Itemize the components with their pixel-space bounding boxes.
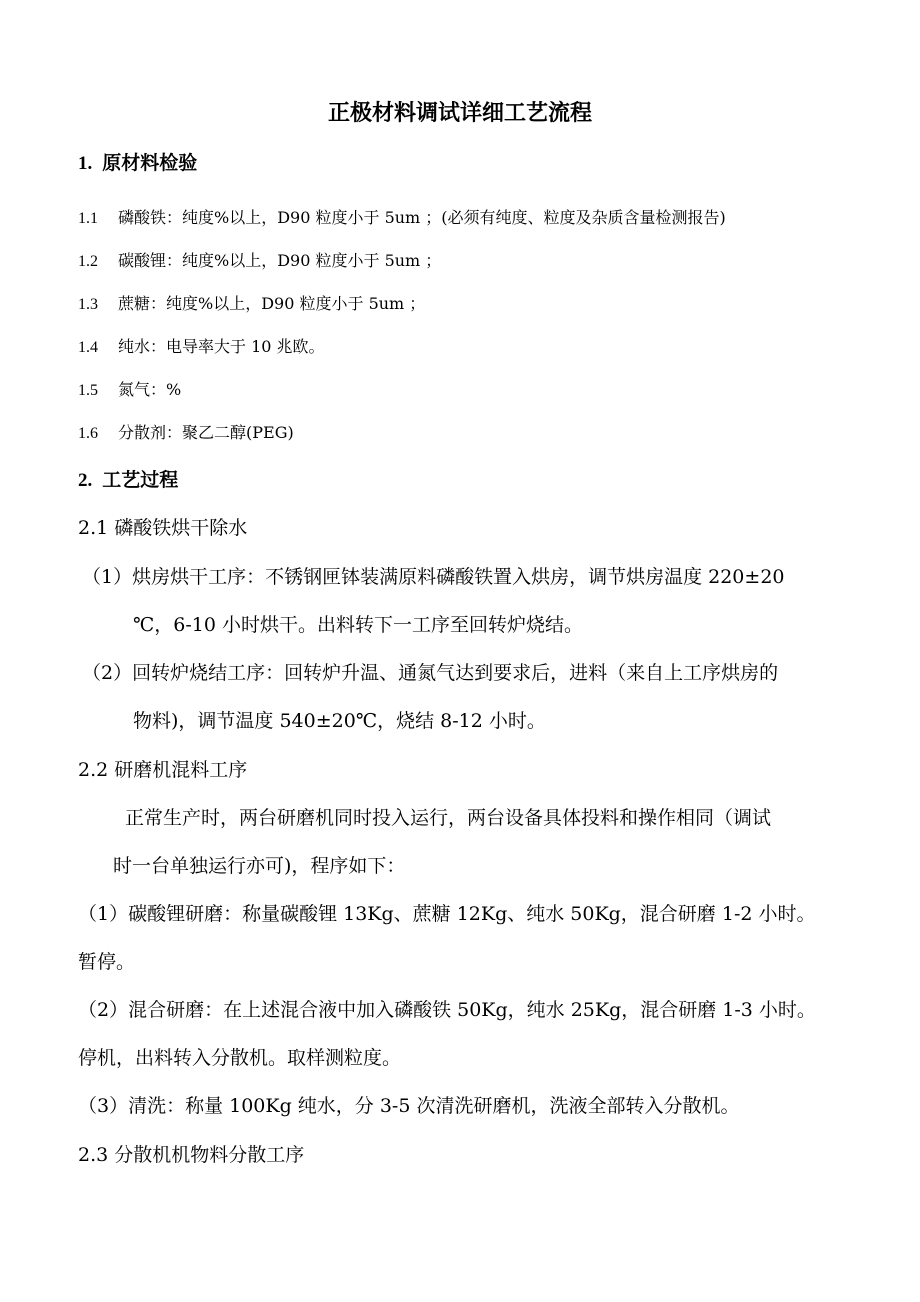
item-text: 纯水：电导率大于 10 兆欧。	[118, 337, 325, 356]
paragraph-line: 物料)，调节温度 540±20℃，烧结 8-12 小时。	[133, 710, 546, 732]
paragraph-line: 停机，出料转入分散机。取样测粒度。	[78, 1047, 402, 1069]
paragraph-line: （1）烘房烘干工序：不锈钢匣钵装满原料磷酸铁置入烘房，调节烘房温度 220±20	[82, 566, 785, 588]
list-item	[78, 377, 181, 400]
section-title: 原材料检验	[102, 152, 198, 174]
item-text: 蔗糖：纯度%以上，D90 粒度小于 5um ；	[118, 294, 426, 313]
item-number: 1.2	[78, 253, 98, 270]
subsection-2-2-heading: 2.2 研磨机混料工序	[78, 759, 248, 781]
paragraph-line: 暂停。	[78, 951, 136, 973]
item-number: 1.1	[78, 210, 98, 227]
item-text: 碳酸锂：纯度%以上，D90 粒度小于 5um ；	[118, 251, 442, 270]
item-text: 分散剂：聚乙二醇(PEG)	[118, 423, 294, 442]
item-text: 磷酸铁：纯度%以上，D90 粒度小于 5um ；(必须有纯度、粒度及杂质含量检测报告)	[118, 208, 726, 227]
list-item	[78, 420, 294, 443]
section-2-heading	[78, 465, 178, 492]
paragraph-line: （3）清洗：称量 100Kg 纯水，分 3-5 次清洗研磨机，洗液全部转入分散机。	[78, 1095, 740, 1117]
list-item	[78, 291, 425, 314]
list-item	[78, 334, 325, 357]
item-number: 1.3	[78, 296, 98, 313]
item-number: 1.4	[78, 339, 98, 356]
item-text: 氮气：%	[118, 380, 182, 399]
paragraph-line: 正常生产时，两台研磨机同时投入运行，两台设备具体投料和操作相同（调试	[125, 807, 772, 829]
section-1-heading	[78, 148, 197, 175]
list-item	[78, 205, 726, 228]
paragraph-line: 时一台单独运行亦可)，程序如下：	[113, 855, 406, 877]
item-number: 1.6	[78, 425, 98, 442]
list-item	[78, 248, 441, 271]
section-number: 1.	[78, 153, 93, 174]
paragraph-line: ℃，6-10 小时烘干。出料转下一工序至回转炉烧结。	[133, 614, 583, 636]
section-number: 2.	[78, 470, 93, 491]
subsection-2-1-heading: 2.1 磷酸铁烘干除水	[78, 517, 248, 539]
document-title: 正极材料调试详细工艺流程	[327, 100, 592, 126]
subsection-2-3-heading: 2.3 分散机机物料分散工序	[78, 1144, 305, 1166]
item-number: 1.5	[78, 382, 98, 399]
paragraph-line: （2）混合研磨：在上述混合液中加入磷酸铁 50Kg，纯水 25Kg，混合研磨 1-3 小时。	[78, 999, 816, 1021]
paragraph-line: （2）回转炉烧结工序：回转炉升温、通氮气达到要求后，进料（来自上工序烘房的	[82, 662, 779, 684]
paragraph-line: （1）碳酸锂研磨：称量碳酸锂 13Kg、蔗糖 12Kg、纯水 50Kg，混合研磨 1-2 小时。	[78, 903, 816, 925]
section-title: 工艺过程	[102, 469, 179, 491]
